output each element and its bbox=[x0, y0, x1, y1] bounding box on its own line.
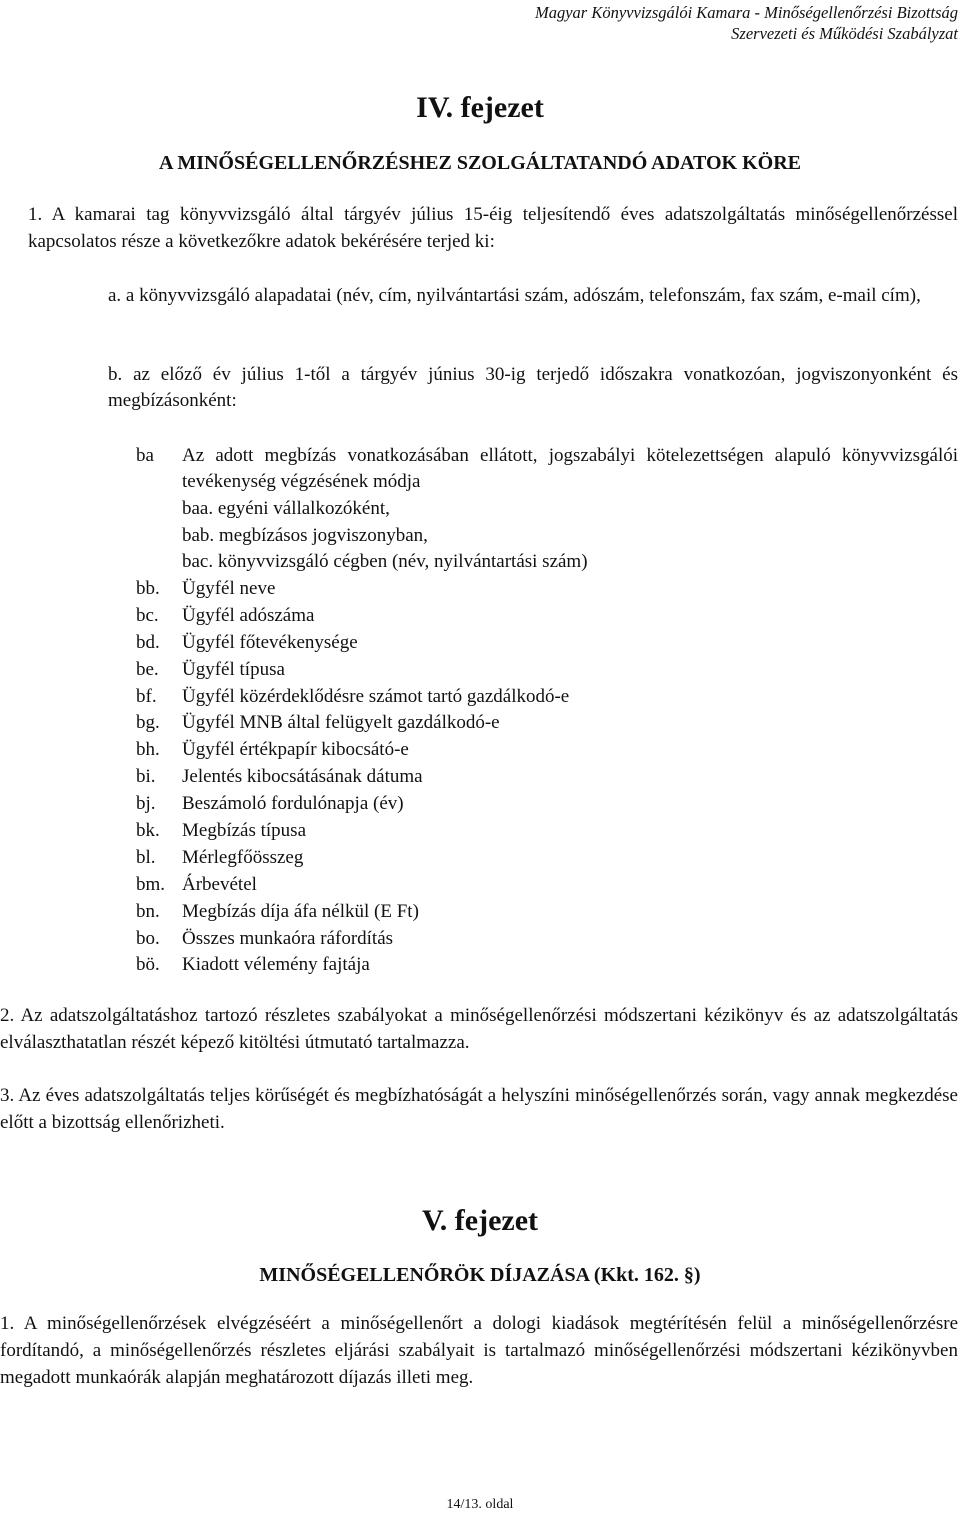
list-item-text: Ügyfél adószáma bbox=[182, 604, 315, 626]
page-header bbox=[258, 2, 958, 44]
chapter-4-paragraph-3: 3. Az éves adatszolgáltatás teljes körűségét és megbízhatóságát a helyszíni minőségellenőrzés során, vagy annak megkezdése előtt a bizottság ellenőrizheti. bbox=[0, 1085, 958, 1133]
list-item bbox=[136, 657, 896, 684]
list-item-key: bo. bbox=[136, 927, 160, 949]
list-item-key: bf. bbox=[136, 685, 157, 707]
list-item-text: Ügyfél neve bbox=[182, 578, 276, 599]
list-item: bac. könyvvizsgáló cégben (név, nyilvántartási szám) bbox=[182, 551, 588, 572]
list-item bbox=[136, 872, 896, 899]
list-item-key: bg. bbox=[136, 712, 160, 734]
page-number: 14/13. oldal bbox=[446, 1497, 514, 1512]
header-organization: Magyar Könyvvizsgálói Kamara - Minőségellenőrzési Bizottság bbox=[534, 3, 958, 22]
list-item bbox=[136, 926, 896, 953]
list-item-text: Beszámoló fordulónapja (év) bbox=[182, 793, 404, 815]
list-item bbox=[136, 630, 896, 657]
list-item-key: bk. bbox=[136, 820, 160, 842]
item-ba-text: Az adott megbízás vonatkozásában ellátott, jogszabályi kötelezettségen alapuló könyvvizsgálói tevékenység végzésének módja bbox=[182, 445, 958, 492]
list-item-key: bö. bbox=[136, 954, 160, 976]
chapter-4-paragraph-2: 2. Az adatszolgáltatáshoz tartozó részletes szabályokat a minőségellenőrzési módszertani kézikönyv és az adatszolgáltatás elválaszthatatlan részét képező kitöltési útmutató tartalmazza. bbox=[0, 1005, 958, 1053]
list-item-text: Mérlegfőösszeg bbox=[182, 846, 304, 868]
list-item-text: Összes munkaóra ráfordítás bbox=[182, 927, 394, 949]
list-item-key: bi. bbox=[136, 766, 156, 788]
list-item-key: bl. bbox=[136, 846, 156, 868]
list-item bbox=[136, 952, 896, 979]
chapter-4-title: IV. fejezet bbox=[416, 91, 544, 124]
list-item-text: Ügyfél értékpapír kibocsátó-e bbox=[182, 739, 409, 761]
list-item bbox=[136, 576, 896, 603]
list-item: baa. egyéni vállalkozóként, bbox=[182, 498, 390, 519]
chapter-5-title: V. fejezet bbox=[421, 1204, 539, 1237]
header-document-name: Szervezeti és Működési Szabályzat bbox=[731, 24, 958, 43]
item-a: a. a könyvvizsgáló alapadatai (név, cím, nyilvántartási szám, adószám, telefonszám, fax szám, e-mail cím), bbox=[108, 285, 921, 306]
list-item-text: Ügyfél közérdeklődésre számot tartó gazdálkodó-e bbox=[182, 685, 570, 707]
list-item-text: Megbízás típusa bbox=[182, 820, 307, 842]
item-ba-label: ba bbox=[136, 445, 154, 466]
list-item-key: bc. bbox=[136, 604, 159, 626]
list-item-text: Kiadott vélemény fajtája bbox=[182, 954, 370, 976]
b-items-list bbox=[136, 576, 896, 979]
list-item-text: Jelentés kibocsátásának dátuma bbox=[182, 766, 423, 788]
chapter-4-subtitle: A MINŐSÉGELLENŐRZÉSHEZ SZOLGÁLTATANDÓ ADATOK KÖRE bbox=[158, 152, 801, 174]
list-item-key: bb. bbox=[136, 578, 160, 599]
item-ba bbox=[136, 443, 958, 495]
list-item-key: bn. bbox=[136, 900, 160, 922]
list-item-text: Ügyfél főtevékenysége bbox=[182, 631, 358, 653]
list-item bbox=[136, 710, 896, 737]
item-b: b. az előző év július 1-től a tárgyév június 30-ig terjedő időszakra vonatkozóan, jogviszonyonként és megbízásonként: bbox=[108, 364, 958, 411]
list-item bbox=[136, 818, 896, 845]
list-item-key: be. bbox=[136, 658, 159, 680]
list-item-key: bd. bbox=[136, 631, 160, 653]
chapter-4-paragraph-1: 1. A kamarai tag könyvvizsgáló által tárgyév július 15-éig teljesítendő éves adatszolgáltatás minőségellenőrzéssel kapcsolatos része a következőkre adatok bekérésére terjed ki: bbox=[28, 204, 958, 252]
ba-sub-list bbox=[182, 496, 882, 576]
list-item bbox=[136, 791, 896, 818]
list-item bbox=[136, 899, 896, 926]
list-item-text: Ügyfél MNB által felügyelt gazdálkodó-e bbox=[182, 712, 500, 734]
chapter-5-paragraph-1: 1. A minőségellenőrzések elvégzéséért a minőségellenőrt a dologi kiadások megtérítésén felül a minőségellenőrzésre fordítandó, a minőségellenőrzés részletes eljárási szabályait is tartalmazó minőségellenőrzési módszertani kézikönyvben megadott munkaórák alapján meghatározott díjazás illeti meg. bbox=[0, 1313, 958, 1388]
list-item bbox=[136, 845, 896, 872]
list-item-key: bj. bbox=[136, 793, 156, 815]
list-item-text: Árbevétel bbox=[182, 873, 257, 895]
chapter-5-subtitle: MINŐSÉGELLENŐRÖK DÍJAZÁSA (Kkt. 162. §) bbox=[259, 1264, 701, 1286]
list-item-key: bm. bbox=[136, 873, 166, 895]
list-item bbox=[136, 737, 896, 764]
list-item-text: Ügyfél típusa bbox=[182, 658, 285, 680]
list-item bbox=[136, 603, 896, 630]
list-item-text: Megbízás díja áfa nélkül (E Ft) bbox=[182, 900, 419, 922]
list-item: bab. megbízásos jogviszonyban, bbox=[182, 524, 428, 546]
list-item bbox=[136, 684, 896, 711]
list-item bbox=[136, 764, 896, 791]
list-item-key: bh. bbox=[136, 739, 160, 761]
